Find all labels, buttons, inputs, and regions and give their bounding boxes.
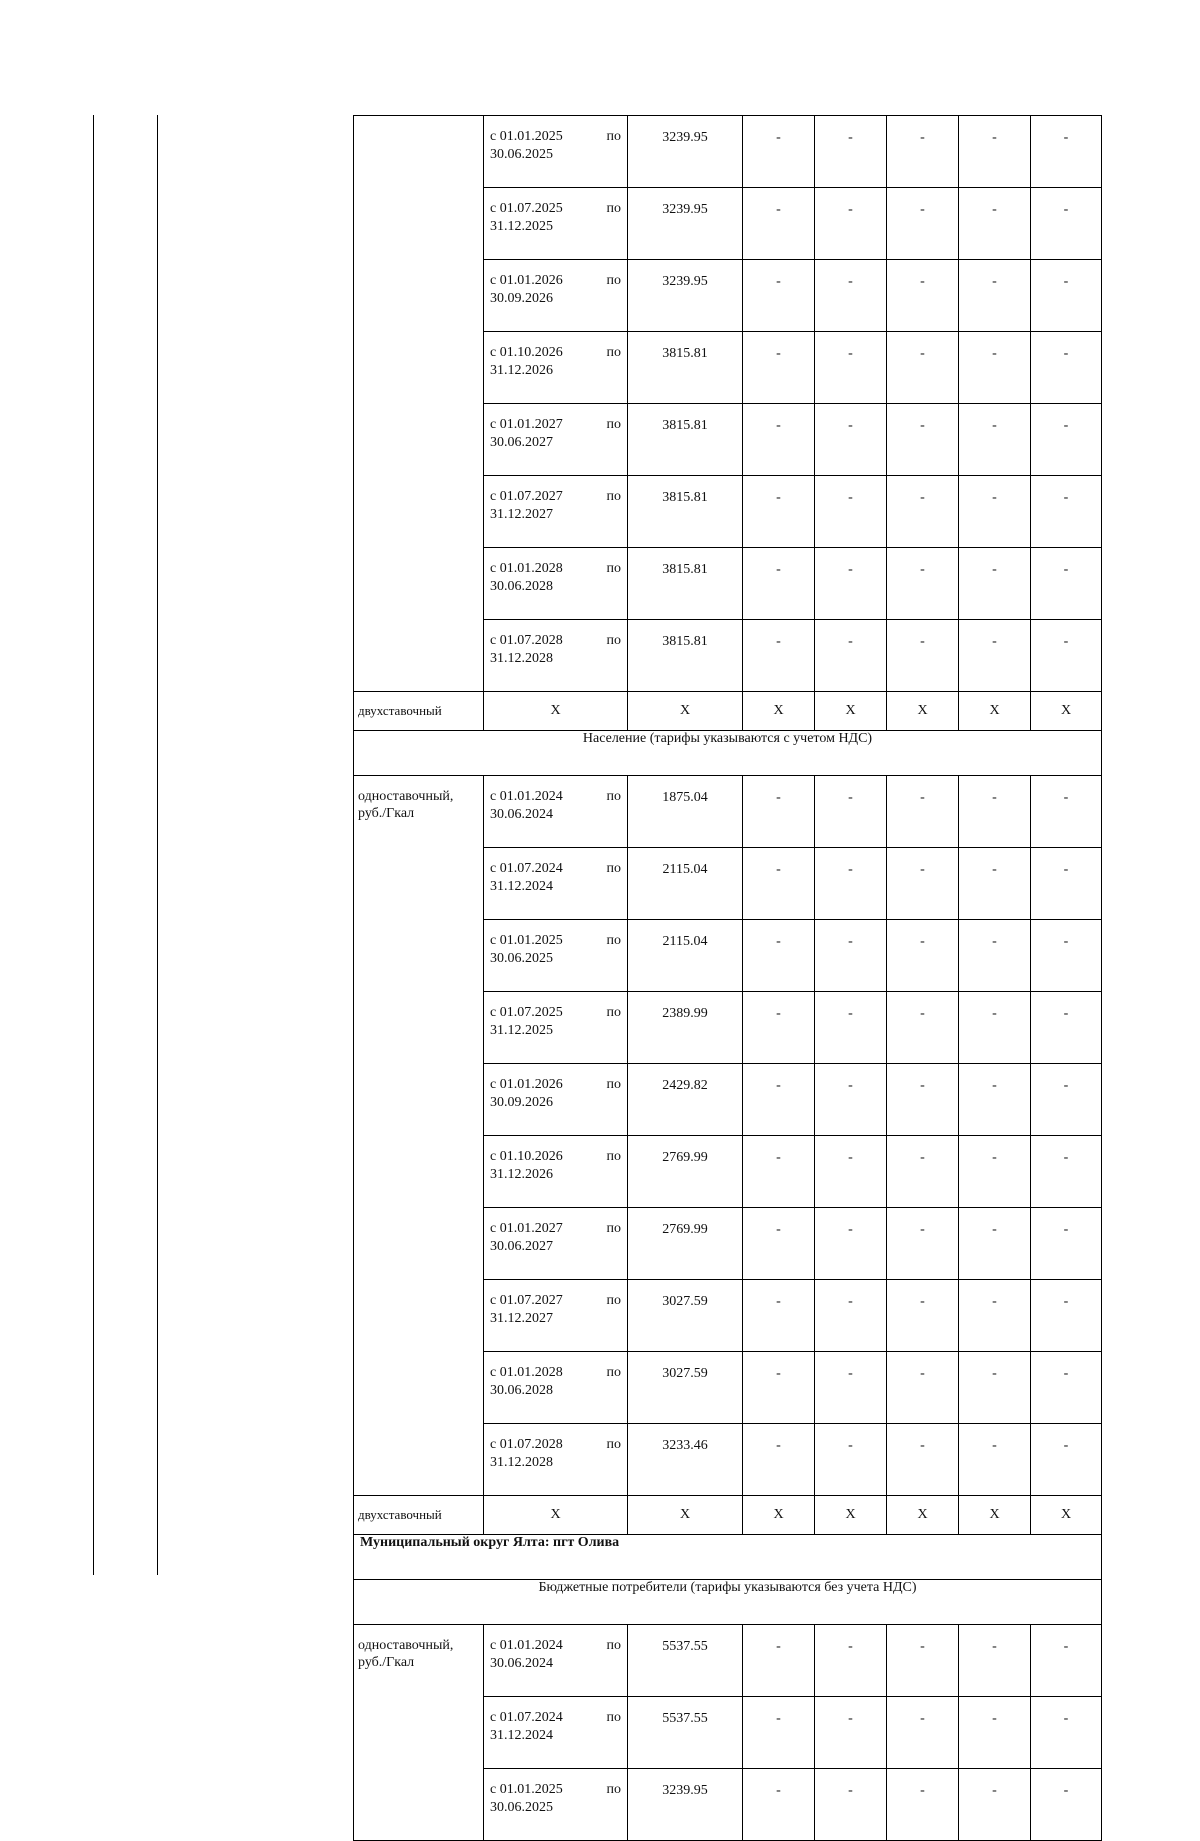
empty-value-cell: - <box>887 404 959 476</box>
period-to-word: по <box>606 1782 621 1797</box>
empty-value-cell: - <box>887 116 959 188</box>
empty-value-cell: - <box>1031 848 1102 920</box>
empty-value-cell: - <box>887 1136 959 1208</box>
empty-value-cell: - <box>743 1697 815 1769</box>
empty-value-cell: - <box>1031 1424 1102 1496</box>
tariff-value: 2769.99 <box>628 1208 743 1280</box>
empty-value-cell: - <box>959 260 1031 332</box>
tariff-value: 2115.04 <box>628 848 743 920</box>
tariff-table <box>353 115 1102 1841</box>
period-line <box>490 344 621 362</box>
period-from: с 01.01.2026 <box>490 1077 563 1092</box>
tariff-value: 3233.46 <box>628 1424 743 1496</box>
not-applicable-cell: X <box>743 1496 815 1535</box>
period-line <box>490 1148 621 1166</box>
period-line <box>490 1220 621 1238</box>
period-from: с 01.01.2024 <box>490 789 563 804</box>
period-cell <box>484 188 628 260</box>
empty-value-cell: - <box>959 1625 1031 1697</box>
two-rate-label: двухставочный <box>354 1496 484 1535</box>
tariff-value: 3239.95 <box>628 116 743 188</box>
period-to-word: по <box>606 1293 621 1308</box>
empty-value-cell: - <box>743 848 815 920</box>
empty-value-cell: - <box>815 404 887 476</box>
empty-value-cell: - <box>743 1064 815 1136</box>
period-from: с 01.07.2028 <box>490 633 563 648</box>
period-from: с 01.01.2024 <box>490 1638 563 1653</box>
period-to-word: по <box>606 1365 621 1380</box>
period-cell <box>484 404 628 476</box>
empty-value-cell: - <box>743 260 815 332</box>
empty-value-cell: - <box>815 920 887 992</box>
not-applicable-cell: X <box>959 692 1031 731</box>
period-line <box>490 860 621 878</box>
empty-value-cell: - <box>959 404 1031 476</box>
empty-value-cell: - <box>959 476 1031 548</box>
empty-value-cell: - <box>743 992 815 1064</box>
not-applicable-cell: X <box>1031 1496 1102 1535</box>
empty-value-cell: - <box>1031 1064 1102 1136</box>
empty-value-cell: - <box>815 848 887 920</box>
period-to: 30.09.2026 <box>490 1095 553 1110</box>
empty-value-cell: - <box>887 332 959 404</box>
empty-value-cell: - <box>743 548 815 620</box>
period-to: 31.12.2027 <box>490 1311 553 1326</box>
margin-rule-right <box>157 115 158 1575</box>
period-to: 31.12.2024 <box>490 879 553 894</box>
empty-value-cell: - <box>815 476 887 548</box>
empty-value-cell: - <box>743 1769 815 1841</box>
empty-value-cell: - <box>959 1352 1031 1424</box>
empty-value-cell: - <box>959 188 1031 260</box>
period-from: с 01.10.2026 <box>490 1149 563 1164</box>
empty-value-cell: - <box>815 332 887 404</box>
period-from: с 01.07.2025 <box>490 201 563 216</box>
empty-value-cell: - <box>815 548 887 620</box>
empty-value-cell: - <box>1031 1136 1102 1208</box>
not-applicable-cell: X <box>1031 692 1102 731</box>
empty-value-cell: - <box>887 920 959 992</box>
period-to-word: по <box>606 1221 621 1236</box>
period-cell <box>484 920 628 992</box>
period-line <box>490 488 621 506</box>
empty-value-cell: - <box>743 404 815 476</box>
period-line <box>490 932 621 950</box>
tariff-value: 3239.95 <box>628 1769 743 1841</box>
empty-value-cell: - <box>1031 1697 1102 1769</box>
period-to-word: по <box>606 417 621 432</box>
period-from: с 01.07.2024 <box>490 1710 563 1725</box>
empty-value-cell: - <box>887 1208 959 1280</box>
period-from: с 01.07.2025 <box>490 1005 563 1020</box>
empty-value-cell: - <box>743 920 815 992</box>
period-line <box>490 1292 621 1310</box>
tariff-value: 2115.04 <box>628 920 743 992</box>
empty-value-cell: - <box>815 1136 887 1208</box>
not-applicable-cell: X <box>959 1496 1031 1535</box>
empty-value-cell: - <box>743 188 815 260</box>
period-from: с 01.07.2024 <box>490 861 563 876</box>
not-applicable-cell: X <box>628 1496 743 1535</box>
period-cell <box>484 1697 628 1769</box>
period-to-word: по <box>606 861 621 876</box>
tariff-value: 3815.81 <box>628 332 743 404</box>
period-cell <box>484 1064 628 1136</box>
empty-value-cell: - <box>959 1280 1031 1352</box>
empty-value-cell: - <box>1031 476 1102 548</box>
empty-value-cell: - <box>815 116 887 188</box>
period-cell <box>484 1208 628 1280</box>
consumer-type-cell: одноставочный, руб./Гкал <box>354 1625 484 1841</box>
empty-value-cell: - <box>815 1697 887 1769</box>
empty-value-cell: - <box>1031 188 1102 260</box>
empty-value-cell: - <box>1031 1280 1102 1352</box>
empty-value-cell: - <box>743 620 815 692</box>
empty-value-cell: - <box>1031 920 1102 992</box>
tariff-value: 3239.95 <box>628 260 743 332</box>
empty-value-cell: - <box>743 1625 815 1697</box>
empty-value-cell: - <box>743 476 815 548</box>
period-line <box>490 200 621 218</box>
period-from: с 01.10.2026 <box>490 345 563 360</box>
period-line <box>490 1781 621 1799</box>
not-applicable-cell: X <box>484 692 628 731</box>
empty-value-cell: - <box>1031 1208 1102 1280</box>
empty-value-cell: - <box>743 776 815 848</box>
empty-value-cell: - <box>959 1064 1031 1136</box>
empty-value-cell: - <box>959 992 1031 1064</box>
section-header: Население (тарифы указываются с учетом НДС) <box>354 731 1102 776</box>
period-cell <box>484 260 628 332</box>
margin-rule-left <box>93 115 94 1575</box>
period-to: 31.12.2025 <box>490 219 553 234</box>
period-line <box>490 788 621 806</box>
consumer-type-cell: одноставочный, руб./Гкал <box>354 776 484 1496</box>
not-applicable-cell: X <box>815 1496 887 1535</box>
period-to-word: по <box>606 1077 621 1092</box>
empty-value-cell: - <box>887 1424 959 1496</box>
empty-value-cell: - <box>815 1352 887 1424</box>
period-to: 30.06.2024 <box>490 807 553 822</box>
empty-value-cell: - <box>815 260 887 332</box>
empty-value-cell: - <box>1031 404 1102 476</box>
period-from: с 01.01.2025 <box>490 1782 563 1797</box>
tariff-value: 3815.81 <box>628 548 743 620</box>
period-from: с 01.01.2028 <box>490 1365 563 1380</box>
empty-value-cell: - <box>887 1352 959 1424</box>
empty-value-cell: - <box>959 920 1031 992</box>
empty-value-cell: - <box>887 188 959 260</box>
empty-value-cell: - <box>743 1136 815 1208</box>
period-cell <box>484 1136 628 1208</box>
period-cell <box>484 332 628 404</box>
period-to: 30.06.2028 <box>490 1383 553 1398</box>
period-line <box>490 1004 621 1022</box>
empty-value-cell: - <box>1031 1625 1102 1697</box>
empty-value-cell: - <box>959 848 1031 920</box>
empty-value-cell: - <box>959 1697 1031 1769</box>
tariff-value: 3815.81 <box>628 404 743 476</box>
empty-value-cell: - <box>815 1625 887 1697</box>
tariff-value: 3027.59 <box>628 1280 743 1352</box>
empty-value-cell: - <box>887 1625 959 1697</box>
empty-value-cell: - <box>743 1352 815 1424</box>
period-to-word: по <box>606 561 621 576</box>
empty-value-cell: - <box>1031 1352 1102 1424</box>
empty-value-cell: - <box>815 188 887 260</box>
period-cell <box>484 848 628 920</box>
period-line <box>490 1436 621 1454</box>
period-line <box>490 1709 621 1727</box>
district-header-row <box>354 1535 1102 1580</box>
period-cell <box>484 992 628 1064</box>
two-rate-label: двухставочный <box>354 692 484 731</box>
period-to-word: по <box>606 1638 621 1653</box>
period-to-word: по <box>606 1437 621 1452</box>
empty-value-cell: - <box>887 260 959 332</box>
empty-value-cell: - <box>743 1208 815 1280</box>
period-line <box>490 1364 621 1382</box>
table-row <box>354 1625 1102 1697</box>
period-line <box>490 272 621 290</box>
empty-value-cell: - <box>959 620 1031 692</box>
not-applicable-cell: X <box>887 1496 959 1535</box>
period-to: 31.12.2026 <box>490 363 553 378</box>
district-header: Муниципальный округ Ялта: пгт Олива <box>354 1535 1102 1580</box>
not-applicable-cell: X <box>815 692 887 731</box>
period-from: с 01.07.2027 <box>490 489 563 504</box>
tariff-value: 5537.55 <box>628 1697 743 1769</box>
tariff-value: 3027.59 <box>628 1352 743 1424</box>
empty-value-cell: - <box>815 620 887 692</box>
empty-value-cell: - <box>1031 548 1102 620</box>
period-to: 30.06.2025 <box>490 1800 553 1815</box>
period-line <box>490 1637 621 1655</box>
period-cell <box>484 1352 628 1424</box>
period-line <box>490 632 621 650</box>
period-to: 30.06.2027 <box>490 435 553 450</box>
empty-value-cell: - <box>959 1769 1031 1841</box>
tariff-value: 1875.04 <box>628 776 743 848</box>
empty-value-cell: - <box>815 1769 887 1841</box>
tariff-value: 3239.95 <box>628 188 743 260</box>
period-to-word: по <box>606 789 621 804</box>
empty-value-cell: - <box>959 116 1031 188</box>
period-cell <box>484 1424 628 1496</box>
not-applicable-cell: X <box>628 692 743 731</box>
period-cell <box>484 1280 628 1352</box>
period-to: 30.09.2026 <box>490 291 553 306</box>
period-to-word: по <box>606 345 621 360</box>
section-header-row <box>354 731 1102 776</box>
tariff-value: 3815.81 <box>628 620 743 692</box>
period-from: с 01.01.2026 <box>490 273 563 288</box>
empty-value-cell: - <box>959 1424 1031 1496</box>
period-cell <box>484 1625 628 1697</box>
empty-value-cell: - <box>959 1208 1031 1280</box>
period-to: 30.06.2025 <box>490 951 553 966</box>
period-from: с 01.01.2027 <box>490 417 563 432</box>
empty-value-cell: - <box>815 1208 887 1280</box>
empty-value-cell: - <box>887 548 959 620</box>
empty-value-cell: - <box>815 992 887 1064</box>
empty-value-cell: - <box>1031 992 1102 1064</box>
empty-value-cell: - <box>887 1280 959 1352</box>
period-from: с 01.01.2027 <box>490 1221 563 1236</box>
empty-value-cell: - <box>1031 620 1102 692</box>
empty-value-cell: - <box>887 1064 959 1136</box>
period-from: с 01.01.2025 <box>490 933 563 948</box>
empty-value-cell: - <box>1031 260 1102 332</box>
period-from: с 01.01.2028 <box>490 561 563 576</box>
tariff-value: 2429.82 <box>628 1064 743 1136</box>
period-to-word: по <box>606 129 621 144</box>
period-cell <box>484 776 628 848</box>
consumer-type-cell <box>354 116 484 692</box>
section-header-row <box>354 1580 1102 1625</box>
period-line <box>490 560 621 578</box>
empty-value-cell: - <box>887 1697 959 1769</box>
empty-value-cell: - <box>743 1424 815 1496</box>
empty-value-cell: - <box>887 992 959 1064</box>
period-to-word: по <box>606 1710 621 1725</box>
period-from: с 01.07.2027 <box>490 1293 563 1308</box>
period-cell <box>484 548 628 620</box>
period-to: 30.06.2027 <box>490 1239 553 1254</box>
period-to: 31.12.2028 <box>490 651 553 666</box>
empty-value-cell: - <box>887 476 959 548</box>
period-from: с 01.07.2028 <box>490 1437 563 1452</box>
tariff-value: 2769.99 <box>628 1136 743 1208</box>
empty-value-cell: - <box>887 1769 959 1841</box>
period-to: 31.12.2027 <box>490 507 553 522</box>
period-to-word: по <box>606 1005 621 1020</box>
empty-value-cell: - <box>887 776 959 848</box>
period-to-word: по <box>606 489 621 504</box>
period-cell <box>484 476 628 548</box>
period-cell <box>484 1769 628 1841</box>
period-line <box>490 128 621 146</box>
empty-value-cell: - <box>959 776 1031 848</box>
two-rate-row <box>354 692 1102 731</box>
table-row <box>354 776 1102 848</box>
period-to: 30.06.2025 <box>490 147 553 162</box>
period-line <box>490 416 621 434</box>
not-applicable-cell: X <box>484 1496 628 1535</box>
empty-value-cell: - <box>1031 116 1102 188</box>
empty-value-cell: - <box>887 620 959 692</box>
period-to-word: по <box>606 201 621 216</box>
empty-value-cell: - <box>1031 332 1102 404</box>
period-to: 31.12.2028 <box>490 1455 553 1470</box>
empty-value-cell: - <box>1031 1769 1102 1841</box>
empty-value-cell: - <box>743 332 815 404</box>
period-cell <box>484 620 628 692</box>
tariff-value: 2389.99 <box>628 992 743 1064</box>
period-to: 31.12.2024 <box>490 1728 553 1743</box>
empty-value-cell: - <box>887 848 959 920</box>
empty-value-cell: - <box>743 116 815 188</box>
empty-value-cell: - <box>815 1280 887 1352</box>
empty-value-cell: - <box>959 332 1031 404</box>
not-applicable-cell: X <box>743 692 815 731</box>
not-applicable-cell: X <box>887 692 959 731</box>
period-to-word: по <box>606 933 621 948</box>
empty-value-cell: - <box>815 1064 887 1136</box>
period-to-word: по <box>606 1149 621 1164</box>
two-rate-row <box>354 1496 1102 1535</box>
empty-value-cell: - <box>1031 776 1102 848</box>
tariff-value: 5537.55 <box>628 1625 743 1697</box>
empty-value-cell: - <box>815 1424 887 1496</box>
empty-value-cell: - <box>815 776 887 848</box>
period-to: 31.12.2025 <box>490 1023 553 1038</box>
period-to: 30.06.2024 <box>490 1656 553 1671</box>
period-to-word: по <box>606 633 621 648</box>
empty-value-cell: - <box>959 1136 1031 1208</box>
period-to: 31.12.2026 <box>490 1167 553 1182</box>
tariff-value: 3815.81 <box>628 476 743 548</box>
table-row <box>354 116 1102 188</box>
section-header: Бюджетные потребители (тарифы указываются без учета НДС) <box>354 1580 1102 1625</box>
period-cell <box>484 116 628 188</box>
period-to-word: по <box>606 273 621 288</box>
empty-value-cell: - <box>959 548 1031 620</box>
period-to: 30.06.2028 <box>490 579 553 594</box>
period-line <box>490 1076 621 1094</box>
empty-value-cell: - <box>743 1280 815 1352</box>
period-from: с 01.01.2025 <box>490 129 563 144</box>
